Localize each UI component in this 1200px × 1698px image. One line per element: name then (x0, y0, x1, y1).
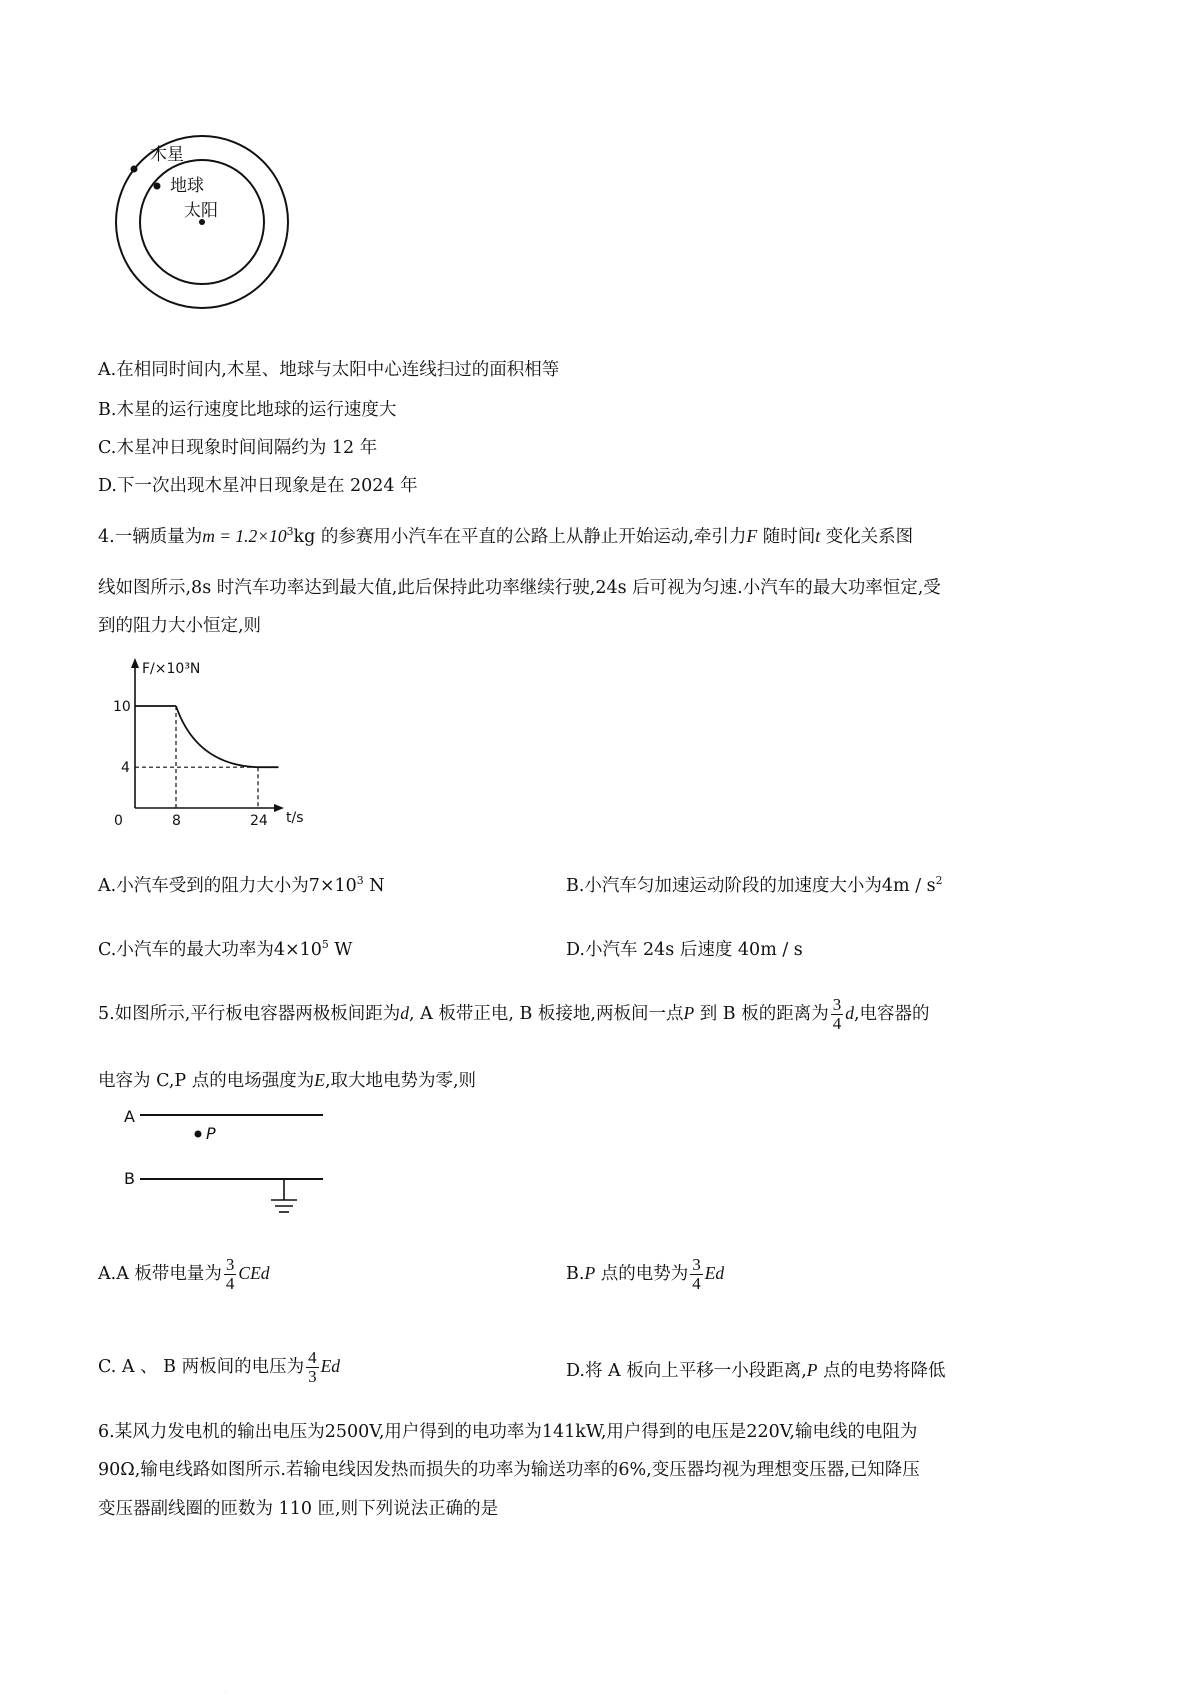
plate-a-label: A (124, 1107, 135, 1126)
q5-stem-line1: 5.如图所示,平行板电容器两极板间距为d, A 板带正电, B 板接地,两板间一点P 到 B 板的距离为 $\frac{3}{4}$ d,电容器的 (98, 995, 930, 1033)
q3-option-a: A.在相同时间内,木星、地球与太阳中心连线扫过的面积相等 (98, 360, 560, 380)
x-tick-label: 8 (172, 813, 181, 829)
sun-label: 太阳 (184, 201, 218, 221)
fraction: $\frac{3}{4}$ (225, 1255, 235, 1293)
q4-option-a: A.小汽车受到的阻力大小为$7\times 10^3$ N (98, 874, 385, 896)
q5-option-d: D.将 A 板向上平移一小段距离,P 点的电势将降低 (566, 1360, 946, 1381)
earth-dot (154, 183, 161, 190)
y-axis-label: F/×10³N (142, 661, 201, 677)
q4-option-c: C.小汽车的最大功率为$4\times 10^5$ W (98, 938, 353, 960)
y-tick-label: 10 (113, 699, 131, 715)
x-tick-label: 24 (250, 813, 268, 829)
fraction: $\frac{4}{3}$ (308, 1348, 317, 1386)
jupiter-label: 木星 (150, 145, 184, 165)
fraction: $\frac{3}{4}$ (832, 995, 842, 1033)
q4-stem-line3: 到的阻力大小恒定,则 (98, 616, 262, 636)
earth-label: 地球 (170, 176, 204, 196)
y-axis-arrow (131, 658, 139, 668)
q4-option-b: B.小汽车匀加速运动阶段的加速度大小为$4m / s^2$ (566, 874, 943, 896)
decorative-dot: · (225, 1690, 227, 1697)
q5-option-a: A.A 板带电量为 $\frac{3}{4}$ CEd (98, 1255, 270, 1293)
q3-option-c: C.木星冲日现象时间间隔约为 12 年 (98, 438, 378, 458)
q5-stem-line2: 电容为 C,P 点的电场强度为E,取大地电势为零,则 (98, 1070, 477, 1091)
q3-option-d: D.下一次出现木星冲日现象是在 2024 年 (98, 476, 418, 496)
q5-option-b: B.P 点的电势为 $\frac{3}{4}$ Ed (566, 1255, 725, 1293)
q4-option-d: D.小汽车 24s 后速度 40m / s (566, 940, 803, 960)
ground-icon (271, 1179, 297, 1212)
capacitor-diagram (118, 1100, 338, 1225)
q3-option-b: B.木星的运行速度比地球的运行速度大 (98, 400, 397, 420)
orbit-diagram (110, 112, 310, 322)
point-p-dot (195, 1131, 202, 1138)
q5-option-c: C. A 、 B 两板间的电压为 $\frac{4}{3}$ Ed (98, 1348, 341, 1386)
plate-b-label: B (124, 1169, 135, 1188)
jupiter-dot (131, 166, 138, 173)
q4-stem-line2: 线如图所示,8s 时汽车功率达到最大值,此后保持此功率继续行驶,24s 后可视为匀速.小汽车的最大功率恒定,受 (98, 578, 941, 598)
y-tick-label: 4 (121, 760, 130, 777)
force-time-chart (110, 655, 350, 830)
point-p-label: P (206, 1124, 216, 1143)
q6-stem-line2: 90Ω,输电线路如图所示.若输电线因发热而损失的功率为输送功率的6%,变压器均视为理想变压器,已知降压 (98, 1460, 920, 1480)
q6-stem-line3: 变压器副线圈的匝数为 110 匝,则下列说法正确的是 (98, 1499, 499, 1519)
q4-stem-line1: 4.一辆质量为$m = 1.2\times 10^3kg$ 的参赛用小汽车在平直的公路上从静止开始运动,牵引力F 随时间t 变化关系图 (98, 525, 914, 547)
origin-label: 0 (114, 813, 123, 829)
x-axis-label: t/s (286, 810, 304, 826)
decay-curve (176, 706, 258, 767)
x-axis-arrow (274, 804, 284, 812)
fraction: $\frac{3}{4}$ (692, 1255, 701, 1293)
q6-stem-line1: 6.某风力发电机的输出电压为2500V,用户得到的电功率为141kW,用户得到的电压是220V,输电线的电阻为 (98, 1422, 918, 1442)
